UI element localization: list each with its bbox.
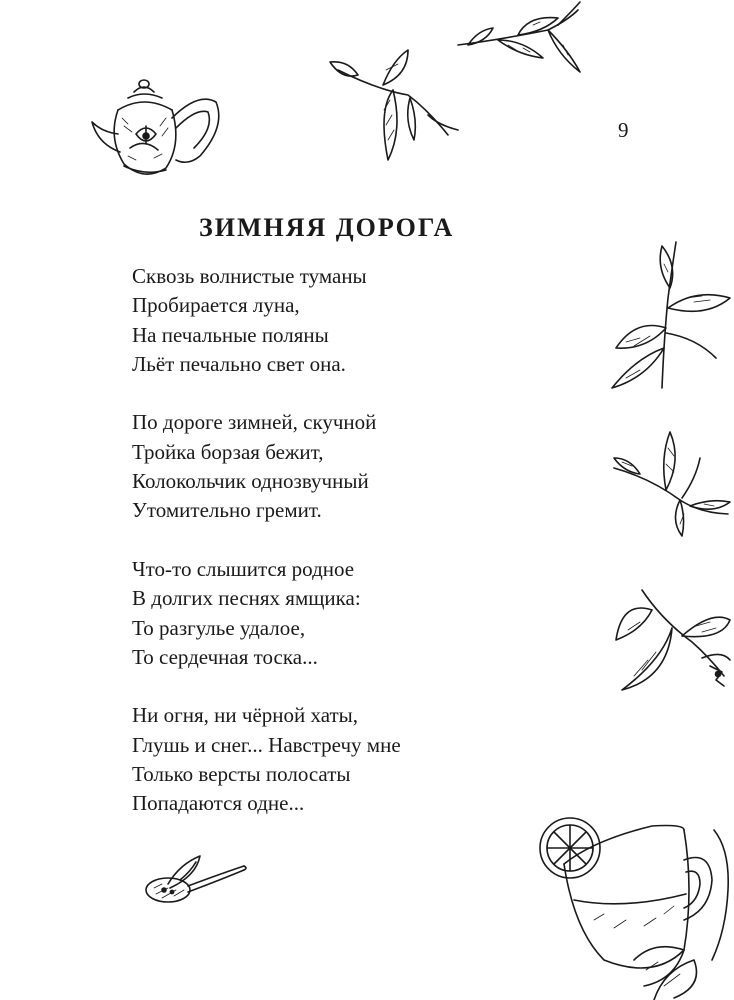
- poem-line: Утомительно гремит.: [132, 498, 322, 523]
- poem-line: То разгулье удалое,: [132, 615, 306, 640]
- tea-leaf-icon: [606, 238, 734, 398]
- stanza-3: [132, 555, 401, 672]
- tea-leaf-icon: [612, 580, 734, 700]
- poem-line: Глушь и снег... Навстречу мне: [132, 732, 401, 757]
- poem-line: Льёт печально свет она.: [132, 351, 346, 376]
- poem-line: Попадаются одне...: [132, 791, 305, 816]
- spoon-icon: [140, 848, 250, 918]
- tea-leaf-icon: [318, 0, 598, 175]
- stanza-2: [132, 408, 401, 525]
- poem-line: Пробирается луна,: [132, 293, 300, 318]
- poem-line: Что-то слышится родное: [132, 556, 355, 581]
- poem-line: Только версты полосаты: [132, 762, 351, 787]
- stanza-1: [132, 262, 401, 379]
- poem-line: Сквозь волнистые туманы: [132, 264, 367, 288]
- poem-line: Колокольчик однозвучный: [132, 469, 369, 494]
- teapot-icon: [88, 78, 228, 193]
- poem-body: [132, 262, 401, 819]
- stanza-4: [132, 701, 401, 818]
- page-number: 9: [618, 118, 629, 142]
- tea-cup-icon: [534, 810, 734, 1000]
- poem-title: ЗИМНЯЯ ДОРОГА: [199, 213, 455, 242]
- poem-line: Ни огня, ни чёрной хаты,: [132, 703, 359, 728]
- tea-leaf-icon: [610, 428, 734, 538]
- poem-line: То сердечная тоска...: [132, 644, 318, 669]
- poem-line: В долгих песнях ямщика:: [132, 586, 361, 611]
- poem-line: По дороге зимней, скучной: [132, 410, 377, 435]
- poem-line: На печальные поляны: [132, 322, 329, 347]
- poem-line: Тройка борзая бежит,: [132, 439, 324, 464]
